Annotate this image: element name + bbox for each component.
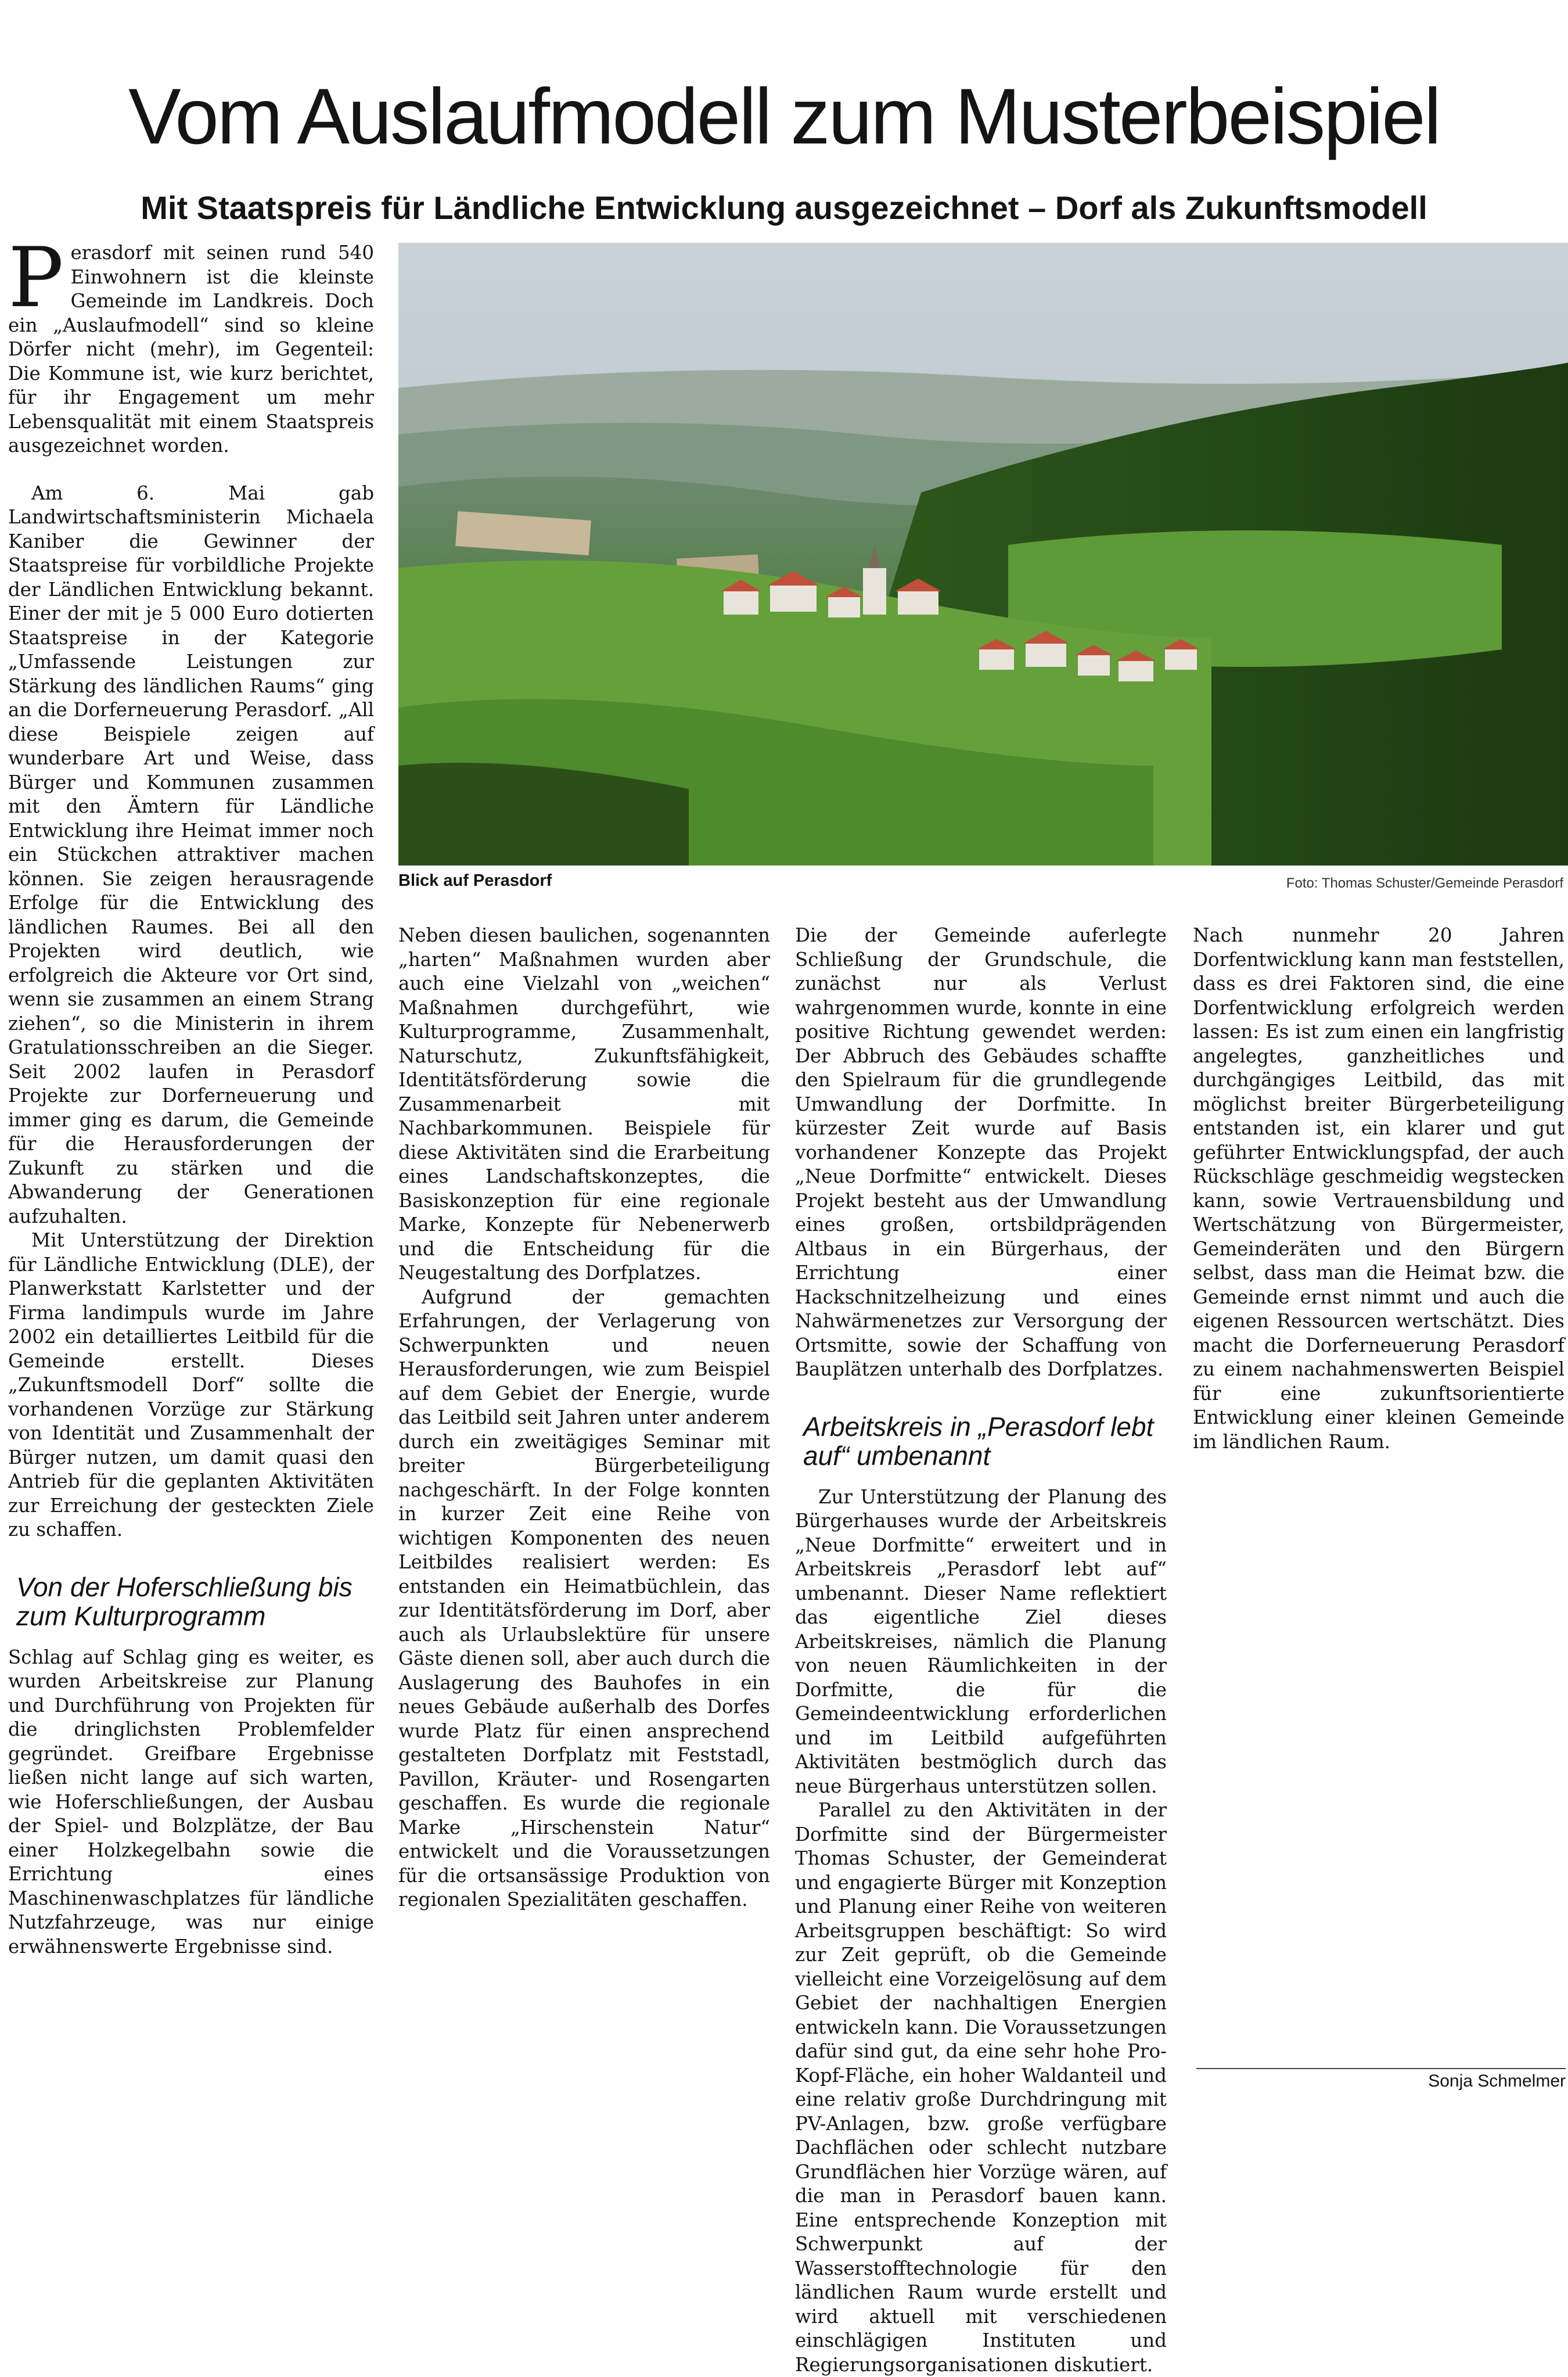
body-paragraph: Parallel zu den Aktivitäten in der Dorfmitte sind der Bürgermeister Thomas Schuster, der Gemeinderat und engagierte Bürger mit Konzeption und Planung einer Reihe von weiteren Arbeitsgruppen beschäftigt: So wird zur Zeit geprüft, ob die Gemeinde vielleicht eine Vorzeigelösung auf dem Gebiet der nachhaltigen Energien entwickeln kann. Die Voraussetzungen dafür sind gut, da eine sehr hohe Pro-Kopf-Fläche, ein hoher Waldanteil und eine relativ große Durchdringung mit PV-Anlagen, bzw. große verfügbare Dachflächen oder schlecht nutzbare Grundflächen hier Vorzüge wären, auf die man in Perasdorf bauen kann. Eine entsprechende Konzeption mit Schwerpunkt auf der Wasserstofftechnologie für den ländlichen Raum wurde erstellt und wird aktuell mit verschiedenen einschlägigen Instituten und Regierungsorganisationen diskutiert. [795, 1799, 1167, 2376]
article-column-1 [8, 230, 374, 2088]
section-heading: Von der Hoferschließung bis zum Kulturprogramm [16, 1571, 353, 1631]
body-paragraph: Nach nunmehr 20 Jahren Dorfentwicklung kann man feststellen, dass es drei Faktoren sind, die eine Dorfentwicklung erfolgreich werden lassen: Es ist zum einen ein langfristig angelegtes, ganzheitliches und durchgängiges Leitbild, das mit möglichst breiter Bürgerbeteiligung entstanden ist, ein klarer und gut geführter Entwicklungspfad, der auch Rückschläge geschmeidig wegstecken kann, sowie Vertrauensbildung und Wertschätzung von Bürgermeister, Gemeinderäten und den Bürgern selbst, dass man die Heimat bzw. die Gemeinde ernst nimmt und auch die eigenen Ressourcen wertschätzt. Dies macht die Dorferneuerung Perasdorf zu einem nachahmenswerten Beispiel für eine zukunftsorientierte Entwicklung einer kleinen Gemeinde im ländlichen Raum. [1193, 924, 1565, 1453]
body-paragraph: Schlag auf Schlag ging es weiter, es wurden Arbeitskreise zur Planung und Durchführung von Projekten für die dringlichsten Problemfelder gegründet. Greifbare Ergebnisse ließen nicht lange auf sich warten, wie Hoferschließungen, der Ausbau der Spiel- und Bolzplätze, der Bau einer Holzkegelbahn sowie die Errichtung eines Maschinenwaschplatzes für ländliche Nutzfahrzeuge, was nur einige erwähnenswerte Ergebnisse sind. [8, 1646, 374, 1958]
photo-credit: Foto: Thomas Schuster/Gemeinde Perasdorf [1286, 875, 1563, 891]
landscape-illustration [398, 243, 1568, 866]
intro-paragraph [8, 230, 374, 458]
article-column-2 [398, 924, 770, 1912]
body-paragraph: Mit Unterstützung der Direktion für Ländliche Entwicklung (DLE), der Planwerkstatt Karlstetter und der Firma landimpuls wurde im Jahre 2002 ein detailliertes Leitbild für die Gemeinde erstellt. Dieses „Zukunftsmodell Dorf“ sollte die vorhandenen Vorzüge zur Stärkung von Identität und Zusammenhalt der Bürger nutzen, um damit quasi den Antrieb für die geplanten Aktivitäten zur Erreichung der gesteckten Ziele zu schaffen. [8, 1229, 374, 1541]
body-paragraph: Am 6. Mai gab Landwirtschaftsministerin Michaela Kaniber die Gewinner der Staatspreise für vorbildliche Projekte der Ländlichen Entwicklung bekannt. Einer der mit je 5 000 Euro dotierten Staatspreise in der Kategorie „Umfassende Leistungen zur Stärkung des ländlichen Raums“ ging an die Dorferneuerung Perasdorf. „All diese Beispiele zeigen auf wunderbare Art und Weise, dass Bürger und Kommunen zusammen mit den Ämtern für Ländliche Entwicklung ihre Heimat immer noch ein Stückchen attraktiver machen können. Sie zeigen herausragende Erfolge für die Entwicklung des ländlichen Raumes. Bei all den Projekten wird deutlich, wie erfolgreich die Akteure vor Ort sind, wenn sie zusammen an einem Strang ziehen“, so die Ministerin in ihrem Gratulationsschreiben an die Sieger. Seit 2002 laufen in Perasdorf Projekte zur Dorferneuerung und immer ging es darum, die Gemeinde für die Herausforderungen der Zukunft zu stärken und die Abwanderung der Generationen aufzuhalten. [8, 482, 374, 1227]
body-paragraph: Aufgrund der gemachten Erfahrungen, der Verlagerung von Schwerpunkten und neuen Herausforderungen, wie zum Beispiel auf dem Gebiet der Energie, wurde das Leitbild seit Jahren unter anderem durch ein zweitägiges Seminar mit breiter Bürgerbeteiligung nachgeschärft. In der Folge konnten in kurzer Zeit eine Reihe von wichtigen Komponenten des neuen Leitbildes realisiert werden: Es entstanden ein Heimatbüchlein, das zur Identitätsförderung im Dorf, aber auch als Urlaubslektüre für unsere Gäste dienen soll, aber auch durch die Auslagerung des Bauhofes in ein neues Gebäude außerhalb des Dorfes wurde Platz für einen ansprechend gestalteten Dorfplatz mit Feststadl, Pavillon, Kräuter- und Rosengarten geschaffen. Es wurde die regionale Marke „Hirschenstein Natur“ entwickelt und die Voraussetzungen für die ortsansässige Produktion von regionalen Spezialitäten geschaffen. [398, 1286, 770, 1911]
photo-caption: Blick auf Perasdorf [398, 871, 552, 890]
body-paragraph: Zur Unterstützung der Planung des Bürgerhauses wurde der Arbeitskreis „Neue Dorfmitte“ erweitert und in Arbeitskreis „Perasdorf lebt auf“ umbenannt. Dieser Name reflektiert das eigentliche Ziel dieses Arbeitskreises, nämlich die Planung von neuen Räumlichkeiten in der Dorfmitte, die für die Gemeindeentwicklung erforderlichen und im Leitbild aufgeführten Aktivitäten bestmöglich durch das neue Bürgerhaus unterstützen sollen. [795, 1485, 1167, 1797]
author-divider [1196, 2068, 1566, 2069]
section-heading: Arbeitskreis in „Perasdorf lebt auf“ umbenannt [803, 1411, 1154, 1471]
body-paragraph: Neben diesen baulichen, sogenannten „harten“ Maßnahmen wurden aber auch eine Vielzahl von „weichen“ Maßnahmen durchgeführt, wie Kulturprogramme, Zusammenhalt, Naturschutz, Zukunftsfähigkeit, Identitätsförderung sowie die Zusammenarbeit mit Nachbarkommunen. Beispiele für diese Aktivitäten sind die Erarbeitung eines Landschaftskonzeptes, die Basiskonzeption für eine regionale Marke, Konzepte für Nebenerwerb und die Entscheidung für die Neugestaltung des Dorfplatzes. [398, 924, 770, 1284]
article-column-3 [795, 924, 1167, 2377]
dropcap: P [8, 230, 64, 326]
landscape-photo [398, 243, 1568, 866]
headline: Vom Auslaufmodell zum Musterbeispiel [128, 72, 1440, 160]
intro-text: erasdorf mit seinen rund 540 Einwohnern ist die kleinste Gemeinde im Landkreis. Doch ein „Auslaufmodell“ sind so kleine Dörfer nicht (mehr), im Gegenteil: Die Kommune ist, wie kurz berichtet, für ihr Engagement um mehr Lebensqualität mit einem Staatspreis ausgezeichnet worden. [8, 242, 374, 457]
body-paragraph: Die der Gemeinde auferlegte Schließung der Grundschule, die zunächst nur als Verlust wahrgenommen wurde, konnte in eine positive Richtung gewendet werden: Der Abbruch des Gebäudes schaffte den Spielraum für die grundlegende Umwandlung der Dorfmitte. In kürzester Zeit wurde auf Basis vorhandener Konzepte das Projekt „Neue Dorfmitte“ entwickelt. Dieses Projekt besteht aus der Umwandlung eines großen, ortsbildprägenden Altbaus in ein Bürgerhaus, der Errichtung einer Hackschnitzelheizung und eines Nahwärmenetzes zur Versorgung der Ortsmitte, sowie der Schaffung von Bauplätzen unterhalb des Dorfplatzes. [795, 924, 1167, 1380]
article-column-4 [1193, 924, 1565, 1454]
subheadline: Mit Staatspreis für Ländliche Entwicklung ausgezeichnet – Dorf als Zukunftsmodell [141, 189, 1427, 226]
author-byline: Sonja Schmelmer [1428, 2071, 1566, 2091]
